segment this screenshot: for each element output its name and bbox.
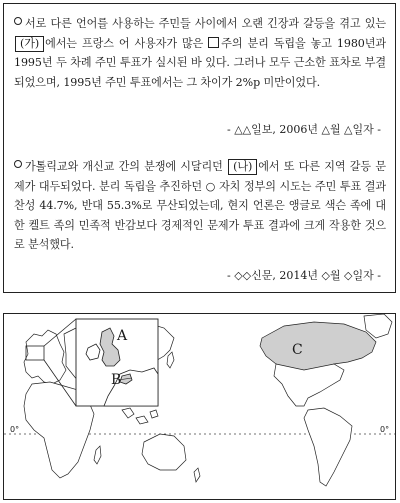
passage-1-part-2: 에서는 프랑스 어 사용자가 많은 xyxy=(45,36,204,50)
passage-2-part-1: 가톨릭교와 개신교 간의 분쟁에 시달리던 xyxy=(25,160,223,173)
map-label-b: B xyxy=(111,372,122,388)
bullet-circle-icon xyxy=(14,17,22,25)
blank-marker-ga: (가) xyxy=(15,36,44,52)
world-map-graphic xyxy=(4,314,395,499)
australia-land xyxy=(142,434,186,470)
japan-land xyxy=(167,352,174,368)
blank-square-icon xyxy=(208,37,219,48)
europe-land xyxy=(24,330,66,384)
passage-1-source: - △△일보, 2006년 △월 △일자 - xyxy=(226,123,381,136)
question-text-box xyxy=(3,3,396,293)
passage-1-part-3: 주의 분리 독립을 놓고 1980년과 1995년 두 차례 주민 투표가 실시된 바 있다. 그러나 모두 근소한 표차로 부결되었으며, 1995년 주민 투표에서는 그 차이가 2%p 미만이었다. xyxy=(14,36,386,89)
map-label-c: C xyxy=(292,342,303,358)
new-zealand-land xyxy=(194,468,200,482)
south-america-land xyxy=(304,408,352,486)
canada-land-c xyxy=(260,322,376,370)
world-map xyxy=(3,313,396,500)
equator-label-left: 0° xyxy=(10,425,20,434)
passage-1 xyxy=(14,14,386,92)
madagascar-land xyxy=(94,446,101,464)
equator-label-right: 0° xyxy=(380,425,390,434)
blank-marker-na: (나) xyxy=(228,159,257,175)
passage-2 xyxy=(14,157,386,255)
passage-2-source: - ◇◇신문, 2014년 ◇월 ◇일자 - xyxy=(226,269,381,282)
indonesia-land xyxy=(122,408,158,424)
passage-1-part-1: 서로 다른 언어를 사용하는 주민들 사이에서 오랜 긴장과 갈등을 겪고 있는 xyxy=(25,17,386,30)
passage-2-part-2: 에서 또 다른 지역 갈등 문제가 대두되었다. 분리 독립을 추진하던 ○ 자치 정부의 시도는 주민 투표 결과 찬성 44.7%, 반대 55.3%로 무산되었는데, 현지 언론은 앵글로 색슨 족에 대한 켈트 족의 민족적 반감보다 경제적인 문제가 투표 결과에 크게 작용한 것으로 분석했다. xyxy=(14,160,386,251)
map-label-a: A xyxy=(117,328,128,344)
bullet-circle-icon xyxy=(14,160,22,168)
usa-mexico-land xyxy=(274,364,344,406)
